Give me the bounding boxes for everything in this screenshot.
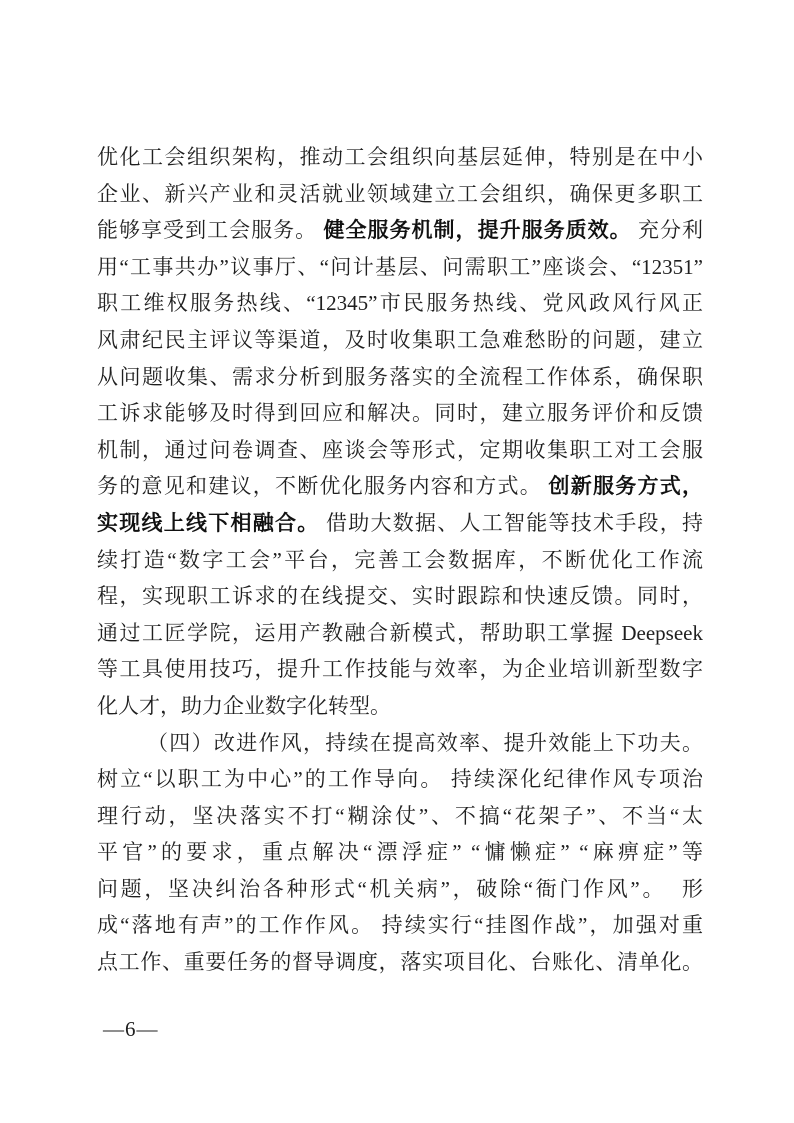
text-line: 程，实现职工诉求的在线提交、实时跟踪和快速反馈。同时， (97, 584, 703, 609)
line-bold-text: 健全服务机制，提升服务质效。 (323, 218, 632, 243)
line-text: 充分利 (631, 218, 703, 243)
text-line: 通过工匠学院，运用产教融合新模式，帮助职工掌握 Deepseek (97, 620, 703, 645)
text-line: 问题，坚决纠治各种形式“机关病”，破除“衙门作风”。 形 (97, 876, 703, 901)
line-text: 借助大数据、人工智能等技术手段，持 (319, 510, 703, 535)
text-line: 成“落地有声”的工作作风。 持续实行“挂图作战”，加强对重 (97, 913, 703, 938)
text-block (97, 139, 703, 981)
text-line: 企业、新兴产业和灵活就业领域建立工会组织，确保更多职工 (97, 181, 703, 206)
text-line: 等工具使用技巧，提升工作技能与效率，为企业培训新型数字 (97, 657, 703, 682)
text-line (97, 505, 703, 542)
text-line: 职工维权服务热线、“12345”市民服务热线、党风政风行风正 (97, 291, 703, 316)
text-line: 从问题收集、需求分析到服务落实的全流程工作体系，确保职 (97, 364, 703, 389)
text-line: 树立“以职工为中心”的工作导向。 持续深化纪律作风专项治 (97, 767, 703, 792)
text-line: 优化工会组织架构，推动工会组织向基层延伸，特别是在中小 (97, 145, 703, 169)
line-text: 务的意见和建议，不断优化服务内容和方式。 (97, 474, 549, 499)
footer-page-number: —6— (103, 1017, 159, 1041)
text-line: （四）改进作风，持续在提高效率、提升效能上下功夫。 (147, 730, 703, 755)
line-text: 能够享受到工会服务。 (97, 218, 324, 243)
text-line: 平官”的要求，重点解决“漂浮症” “慵懒症” “麻痹症”等 (97, 840, 703, 865)
text-line: 机制，通过问卷调查、座谈会等形式，定期收集职工对工会服 (97, 437, 703, 462)
text-line: 用“工事共办”议事厅、“问计基层、问需职工”座谈会、“12351” (97, 254, 703, 279)
text-line: 风肃纪民主评议等渠道，及时收集职工急难愁盼的问题，建立 (97, 327, 703, 352)
line-bold-text: 实现线上线下相融合。 (97, 510, 320, 535)
text-line (97, 468, 703, 505)
text-line (97, 212, 703, 249)
text-line: 点工作、重要任务的督导调度，落实项目化、台账化、清单化。 (97, 950, 703, 975)
line-bold-text: 创新服务方式， (548, 474, 703, 499)
text-line: 工诉求能够及时得到回应和解决。同时，建立服务评价和反馈 (97, 401, 703, 426)
text-line: 续打造“数字工会”平台，完善工会数据库，不断优化工作流 (97, 547, 703, 572)
paragraph-work-style (97, 725, 703, 981)
text-line: 理行动，坚决落实不打“糊涂仗”、不搞“花架子”、不当“太 (97, 803, 703, 828)
text-line: 化人才，助力企业数字化转型。 (97, 693, 391, 718)
paragraph-service-mechanism (97, 139, 703, 725)
